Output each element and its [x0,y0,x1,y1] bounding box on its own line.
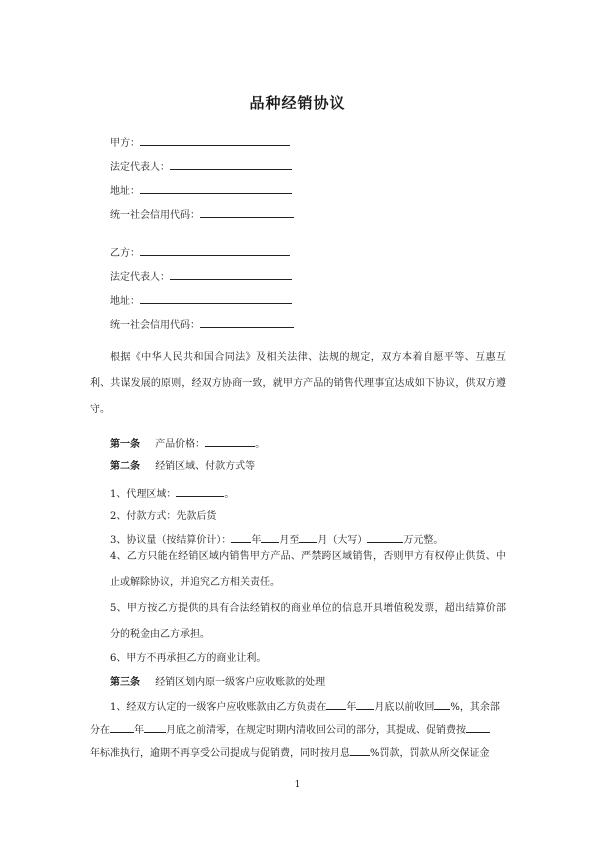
article-3-item-1-rest: %，其余部 [450,702,500,713]
party-b-field [110,244,290,258]
party-b-address-label: 地址： [110,296,140,307]
article-2-item-1-end: 。 [224,489,235,500]
article-3-item-1-year: 年 [346,702,357,713]
article-2-item-2: 2、付款方式：先款后货 [110,511,217,522]
article-2-heading: 第二条 [110,461,140,472]
party-a-blank[interactable] [140,134,290,146]
article-3-item-1-text: 1、经双方认定的一级客户应收账款由乙方负责在 [110,702,327,713]
agreement-month-end-blank[interactable] [299,532,317,543]
product-price-blank[interactable] [205,436,255,447]
receivable-percent-blank[interactable] [434,699,450,710]
article-2-item-6: 6、甲方不再承担乙方的商业让利。 [110,653,267,664]
party-b-legal-rep-label: 法定代表人： [110,272,170,283]
receivable-month-blank[interactable] [356,699,374,710]
article-2-item-4: 4、乙方只能在经销区域内销售甲方产品、严禁跨区域销售，否则甲方有权停止供货、中止或解除协议，并追究乙方相关责任。 [110,551,506,588]
article-3-item-1-line-3 [90,745,490,759]
party-a-address-label: 地址： [110,186,140,197]
article-2-item-3-end: 万元整。 [403,535,444,546]
party-b-label: 乙方： [110,248,140,259]
page-number: 1 [294,780,301,790]
article-1-heading: 第一条 [110,439,140,450]
article-2 [110,460,255,474]
party-b-credit-code-label: 统一社会信用代码： [110,320,200,331]
agreement-year-blank[interactable] [231,532,251,543]
clearance-year-blank[interactable] [110,722,134,733]
article-2-item-3-month-to: 月至 [279,535,300,546]
article-1-end: 。 [255,439,266,450]
preamble-paragraph: 根据《中华人民共和国合同法》及相关法律、法规的规定，双方本着自愿平等、互惠互利、共谋发展的原则，经双方协商一致，就甲方产品的销售代理事宜达成如下协议，供双方遵守。 [90,352,506,415]
party-b-legal-rep-blank[interactable] [170,268,292,280]
party-b-legal-rep-field [110,268,292,282]
article-3-line-3-rest: %罚款，罚款从所交保证金 [370,748,490,759]
article-2-item-3-year: 年 [251,535,262,546]
party-b-blank[interactable] [140,244,290,256]
party-a-legal-rep-label: 法定代表人： [110,162,170,173]
party-a-address-field [110,182,292,196]
clearance-month-blank[interactable] [144,722,166,733]
article-1 [110,436,265,450]
party-a-field [110,134,290,148]
party-b-address-blank[interactable] [140,292,292,304]
party-a-credit-code-blank[interactable] [200,206,294,218]
article-2-item-3-capital: 月（大写） [317,535,368,546]
article-3-heading: 第三条 [110,677,140,688]
receivable-year-blank[interactable] [326,699,346,710]
article-3-line-3-start: 年标准执行，逾期不再享受公司提成与促销费，同时按月息 [90,748,350,759]
article-3-line-2-rest: 月底之前清零，在规定时期内清收回公司的部分，其提成、促销费按 [166,725,466,736]
article-2-item-1-text: 1、代理区域： [110,489,177,500]
article-2-text: 经销区域、付款方式等 [155,461,256,472]
party-a-label: 甲方： [110,138,140,149]
article-3-line-2-year: 年 [134,725,144,736]
article-1-text: 产品价格： [155,439,206,450]
article-3-item-1-line-2 [90,722,490,736]
article-3-item-1-line-1 [110,699,500,713]
party-a-legal-rep-field [110,158,292,172]
agency-area-blank[interactable] [176,486,224,497]
party-b-address-field [110,292,292,306]
party-a-address-blank[interactable] [140,182,292,194]
penalty-rate-blank[interactable] [350,745,370,756]
party-a-credit-code-field [110,206,294,220]
article-2-item-1 [110,486,234,500]
article-2-item-5: 5、甲方按乙方提供的具有合法经销权的商业单位的信息开具增值税发票，超出结算价部分的税金由乙方承担。 [110,603,506,640]
article-3 [110,676,325,690]
party-b-credit-code-field [110,316,294,330]
article-3-line-2-start: 分在 [90,725,110,736]
party-a-credit-code-label: 统一社会信用代码： [110,210,200,221]
agreement-amount-blank[interactable] [367,532,403,543]
agreement-month-start-blank[interactable] [261,532,279,543]
commission-year-blank[interactable] [466,722,490,733]
article-3-item-1-month: 月底以前收回 [374,702,435,713]
party-a-legal-rep-blank[interactable] [170,158,292,170]
document-title: 品种经销协议 [249,94,346,112]
article-3-text: 经销区划内原一级客户应收账款的处理 [155,677,326,688]
article-2-item-3-label: 3、协议量（按结算价计）： [110,535,232,546]
party-b-credit-code-blank[interactable] [200,316,294,328]
